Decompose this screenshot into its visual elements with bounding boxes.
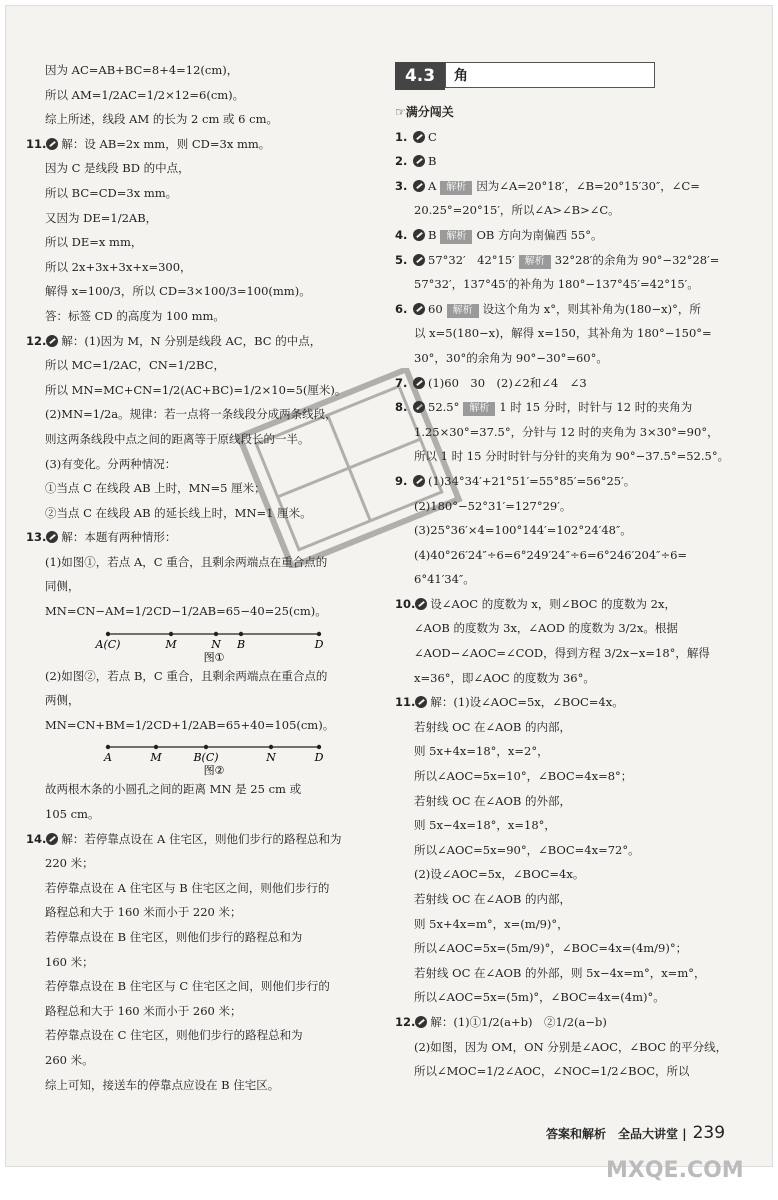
line-text: 解：(1)①1/2(a+b) ②1/2(a−b)	[430, 1014, 607, 1029]
segment-point	[106, 745, 110, 749]
question-number: 8.	[395, 400, 408, 415]
segment-point	[214, 631, 218, 635]
line-text: 57°32′ 42°15′	[428, 252, 515, 267]
line-text: 解：本题有两种情形：	[61, 530, 177, 545]
line-text: 因为 C 是线段 BD 的中点，	[45, 161, 190, 176]
line-text: 若停靠点设在 A 住宅区与 B 住宅区之间，则他们步行的	[45, 880, 330, 895]
line-text: 所以∠AOC=5x=(5m/9)°，∠BOC=4x=(4m/9)°；	[414, 941, 688, 956]
text-line	[26, 181, 376, 206]
segment-point	[317, 745, 321, 749]
line-text: 解：(1)设∠AOC=5x，∠BOC=4x。	[430, 695, 624, 710]
segment-figure-2	[26, 737, 376, 777]
text-line	[395, 715, 755, 740]
analysis-text: 1 时 15 分时，时针与 12 时的夹角为	[499, 400, 693, 415]
line-text: 则 5x+4x=18°，x=2°，	[414, 744, 549, 759]
text-line	[395, 1010, 755, 1035]
line-text: 所以 MC=1/2AC，CN=1/2BC，	[45, 358, 225, 373]
footer: 答案和解析 全品大讲堂 | 239	[546, 1123, 726, 1143]
line-text: ①当点 C 在线段 AB 上时，MN=5 厘米；	[45, 481, 266, 496]
question-number: 3.	[395, 178, 408, 193]
line-text: 160 米；	[45, 954, 94, 969]
point-label: B(C)	[193, 751, 219, 765]
line-text: 又因为 DE=1/2AB，	[45, 210, 158, 225]
line-text: 同侧，	[45, 579, 80, 594]
line-text: 所以 MN=MC+CN=1/2(AC+BC)=1/2×10=5(厘米)。	[45, 382, 347, 397]
line-text: 解：设 AB=2x mm，则 CD=3x mm。	[61, 136, 271, 151]
line-text: C	[428, 129, 437, 144]
line-text: (2)设∠AOC=5x，∠BOC=4x。	[414, 867, 585, 882]
text-line	[26, 255, 376, 280]
line-text: 若射线 OC 在∠AOB 的外部，则 5x−4x=m°，x=m°，	[414, 965, 706, 980]
text-line	[26, 950, 376, 975]
text-line	[395, 838, 755, 863]
line-text: B	[428, 154, 437, 169]
text-line	[26, 329, 376, 354]
text-line	[395, 616, 755, 641]
text-line	[26, 574, 376, 599]
line-text: (2)如图②，若点 B，C 重合，且剩余两端点在重合点的	[45, 668, 328, 683]
pen-icon	[413, 254, 425, 266]
question-number: 11.	[395, 695, 416, 710]
segment-point	[106, 631, 110, 635]
flag-icon: ☞	[395, 105, 406, 119]
text-line	[395, 887, 755, 912]
analysis-text: 因为∠A=20°18′，∠B=20°15′30″，∠C=	[476, 178, 700, 193]
text-line	[395, 690, 755, 715]
pen-icon	[46, 335, 58, 347]
pen-icon	[46, 138, 58, 150]
pen-icon	[413, 155, 425, 167]
line-text: 57°32′，137°45′的补角为 180°−137°45′=42°15′。	[414, 277, 699, 292]
line-text: 则 5x+4x=m°，x=(m/9)°，	[414, 916, 569, 931]
text-line	[395, 764, 755, 789]
text-line	[26, 827, 376, 852]
line-text: ∠AOD−∠AOC=∠COD，得到方程 3/2x−x=18°，解得	[414, 646, 710, 661]
question-number: 4.	[395, 227, 408, 242]
point-label: D	[314, 751, 324, 765]
line-text: 路程总和大于 160 米而小于 260 米；	[45, 1003, 242, 1018]
line-text: 两侧，	[45, 693, 80, 708]
text-line	[26, 206, 376, 231]
text-line	[395, 125, 755, 150]
segment-point	[169, 631, 173, 635]
text-line	[395, 297, 755, 322]
text-line	[395, 813, 755, 838]
text-line	[395, 985, 755, 1010]
line-text: 52.5°	[428, 400, 460, 415]
line-text: 若停靠点设在 C 住宅区，则他们步行的路程总和为	[45, 1028, 303, 1043]
question-number: 9.	[395, 473, 408, 488]
text-line	[26, 802, 376, 827]
page-number: 239	[692, 1123, 726, 1143]
text-line	[395, 198, 755, 223]
line-text: 105 cm。	[45, 807, 100, 822]
text-line	[26, 999, 376, 1024]
question-number: 10.	[395, 596, 416, 611]
analysis-tag: 解析	[440, 181, 472, 195]
text-line	[395, 223, 755, 248]
analysis-tag: 解析	[447, 304, 479, 318]
point-label: A(C)	[95, 637, 121, 651]
line-text: 综上可知，接送车的停靠点应设在 B 住宅区。	[45, 1077, 280, 1092]
line-text: 解得 x=100/3，所以 CD=3×100/3=100(mm)。	[45, 284, 311, 299]
question-number: 12.	[26, 333, 47, 348]
text-line	[395, 174, 755, 199]
segment-point	[239, 631, 243, 635]
subheading: ☞满分闯关	[395, 105, 454, 119]
line-text: 所以 DE=x mm，	[45, 235, 143, 250]
pen-icon	[46, 833, 58, 845]
point-label: D	[314, 637, 324, 651]
point-label: M	[150, 751, 162, 765]
section-title: 角	[445, 62, 655, 88]
text-line	[395, 666, 755, 691]
right-column	[395, 100, 755, 1084]
text-line	[26, 304, 376, 329]
line-text: 以 x=5(180−x)，解得 x=150，其补角为 180°−150°=	[414, 326, 712, 341]
text-line	[26, 156, 376, 181]
segment-point	[317, 631, 321, 635]
point-label: A	[104, 751, 112, 765]
line-text: x=36°，即∠AOC 的度数为 36°。	[414, 670, 595, 685]
question-number: 12.	[395, 1014, 416, 1029]
text-line	[26, 1048, 376, 1073]
text-line	[26, 107, 376, 132]
line-text: MN=CN−AM=1/2CD−1/2AB=65−40=25(cm)。	[45, 604, 327, 619]
line-text: 路程总和大于 160 米而小于 220 米；	[45, 905, 242, 920]
line-text: 综上所述，线段 AM 的长为 2 cm 或 6 cm。	[45, 112, 278, 127]
question-number: 1.	[395, 129, 408, 144]
section-header	[395, 62, 657, 90]
point-label: N	[266, 751, 276, 765]
text-line	[26, 599, 376, 624]
text-line	[395, 149, 755, 174]
text-line	[395, 346, 755, 371]
line-text: ②当点 C 在线段 AB 的延长线上时，MN=1 厘米。	[45, 505, 312, 520]
point-label: M	[165, 637, 177, 651]
analysis-text: 32°28′的余角为 90°−32°28′=	[554, 252, 720, 267]
figure-caption: 图②	[203, 764, 225, 778]
text-line	[26, 279, 376, 304]
line-text: (1)34°34′+21°51′=55°85′=56°25′。	[428, 473, 636, 488]
pen-icon	[415, 696, 427, 708]
text-line	[26, 777, 376, 802]
text-line	[395, 789, 755, 814]
text-line	[26, 925, 376, 950]
line-text: 答：标签 CD 的高度为 100 mm。	[45, 308, 225, 323]
text-line	[26, 132, 376, 157]
figure-caption: 图①	[203, 650, 225, 664]
line-text: 所以 2x+3x+3x+x=300，	[45, 259, 192, 274]
line-text: 解：(1)因为 M，N 分别是线段 AC，BC 的中点，	[61, 333, 322, 348]
line-text: 解：若停靠点设在 A 住宅区，则他们步行的路程总和为	[61, 831, 342, 846]
pen-icon	[413, 180, 425, 192]
segment-figure-1	[26, 624, 376, 664]
line-text: 设∠AOC 的度数为 x，则∠BOC 的度数为 2x，	[430, 596, 676, 611]
line-text: 所以 AM=1/2AC=1/2×12=6(cm)。	[45, 87, 245, 102]
analysis-text: 设这个角为 x°，则其补角为(180−x)°，所	[482, 301, 701, 316]
segment-point	[204, 745, 208, 749]
line-text: 6°41′34″。	[414, 572, 475, 587]
pen-icon	[413, 131, 425, 143]
line-text: 60	[428, 301, 443, 316]
line-text: 20.25°=20°15′，所以∠A>∠B>∠C。	[414, 203, 620, 218]
analysis-tag: 解析	[463, 402, 495, 416]
question-number: 11.	[26, 136, 47, 151]
segment-point	[269, 745, 273, 749]
line-text: 所以∠MOC=1/2∠AOC，∠NOC=1/2∠BOC，所以	[414, 1064, 690, 1079]
pen-icon	[413, 229, 425, 241]
section-number: 4.3	[395, 62, 445, 90]
line-text: B	[428, 227, 437, 242]
text-line	[26, 1023, 376, 1048]
pen-icon	[415, 1016, 427, 1028]
pen-icon	[413, 303, 425, 315]
analysis-tag: 解析	[519, 255, 551, 269]
line-text: 若停靠点设在 B 住宅区，则他们步行的路程总和为	[45, 930, 303, 944]
line-text: 所以 BC=CD=3x mm。	[45, 185, 178, 200]
analysis-text: OB 方向为南偏西 55°。	[476, 227, 603, 242]
question-number: 13.	[26, 530, 47, 545]
line-text: (1)如图①，若点 A，C 重合，且剩余两端点在重合点的	[45, 554, 328, 569]
line-text: 220 米；	[45, 856, 94, 871]
text-line	[26, 1073, 376, 1098]
text-line	[395, 321, 755, 346]
question-number: 5.	[395, 252, 408, 267]
line-text: (2)180°−52°31′=127°29′。	[414, 498, 572, 513]
line-text: 所以 1 时 15 分时时针与分针的夹角为 90°−37.5°=52.5°。	[414, 449, 730, 464]
line-text: (2)MN=1/2a。规律：若一点将一条线段分成两条线段，	[45, 407, 337, 422]
question-number: 6.	[395, 301, 408, 316]
line-text: (1)60 30 (2)∠2和∠4 ∠3	[428, 375, 587, 390]
line-text: 所以∠AOC=5x=10°，∠BOC=4x=8°；	[414, 769, 633, 784]
text-line	[395, 248, 755, 273]
text-line	[26, 851, 376, 876]
question-number: 7.	[395, 375, 408, 390]
text-line	[395, 862, 755, 887]
line-text: 1.25×30°=37.5°，分针与 12 时的夹角为 3×30°=90°，	[414, 424, 719, 439]
text-line	[26, 974, 376, 999]
text-line	[26, 876, 376, 901]
text-line	[395, 936, 755, 961]
pen-icon	[415, 598, 427, 610]
text-line	[26, 900, 376, 925]
line-text: 若停靠点设在 B 住宅区与 C 住宅区之间，则他们步行的	[45, 979, 330, 994]
line-text: 因为 AC=AB+BC=8+4=12(cm)，	[45, 63, 239, 77]
line-text: 故两根木条的小圆孔之间的距离 MN 是 25 cm 或	[45, 782, 302, 797]
watermark: MXQE.COM	[606, 1158, 744, 1183]
text-line	[26, 58, 376, 83]
text-line	[395, 912, 755, 937]
text-line	[395, 739, 755, 764]
text-line	[26, 688, 376, 713]
pen-icon	[46, 531, 58, 543]
segment-point	[154, 745, 158, 749]
text-line	[26, 83, 376, 108]
line-text: (3)25°36′×4=100°144′=102°24′48″。	[414, 523, 632, 538]
line-text: 260 米。	[45, 1052, 94, 1067]
stamp-seal	[234, 368, 464, 568]
line-text: 若射线 OC 在∠AOB 的外部，	[414, 793, 572, 808]
text-line	[395, 641, 755, 666]
line-text: 若射线 OC 在∠AOB 的内部，	[414, 719, 572, 734]
text-line	[395, 567, 755, 592]
text-line	[395, 592, 755, 617]
line-text: MN=CN+BM=1/2CD+1/2AB=65+40=105(cm)。	[45, 717, 335, 732]
line-text: 则 5x−4x=18°，x=18°，	[414, 818, 556, 833]
left-column	[26, 58, 376, 1097]
question-number: 2.	[395, 154, 408, 169]
page	[6, 6, 772, 1183]
line-text: (4)40°26′24″÷6=6°249′24″÷6=6°246′204″÷6=	[414, 547, 688, 562]
line-text: (3)有变化。分两种情况：	[45, 456, 177, 471]
analysis-tag: 解析	[440, 230, 472, 244]
line-text: A	[428, 178, 437, 193]
line-text: ∠AOB 的度数为 3x，∠AOD 的度数为 3/2x。根据	[414, 621, 678, 636]
line-text: (2)如图，因为 OM，ON 分别是∠AOC，∠BOC 的平分线，	[414, 1039, 728, 1054]
text-line	[395, 1035, 755, 1060]
line-text: 所以∠AOC=5x=(5m)°，∠BOC=4x=(4m)°。	[414, 990, 665, 1005]
text-line	[395, 961, 755, 986]
line-text: 30°，30°的余角为 90°−30°=60°。	[414, 350, 608, 365]
text-line	[395, 1059, 755, 1084]
question-number: 14.	[26, 831, 47, 846]
line-text: 所以∠AOC=5x=90°，∠BOC=4x=72°。	[414, 842, 640, 857]
text-line	[26, 664, 376, 689]
line-text: 若射线 OC 在∠AOB 的内部，	[414, 892, 572, 906]
line-text: 则这两条线段中点之间的距离等于原线段长的一半。	[45, 431, 310, 446]
text-line	[26, 713, 376, 738]
point-label: B	[236, 637, 246, 651]
point-label: N	[211, 637, 221, 651]
text-line	[395, 272, 755, 297]
text-line	[26, 230, 376, 255]
